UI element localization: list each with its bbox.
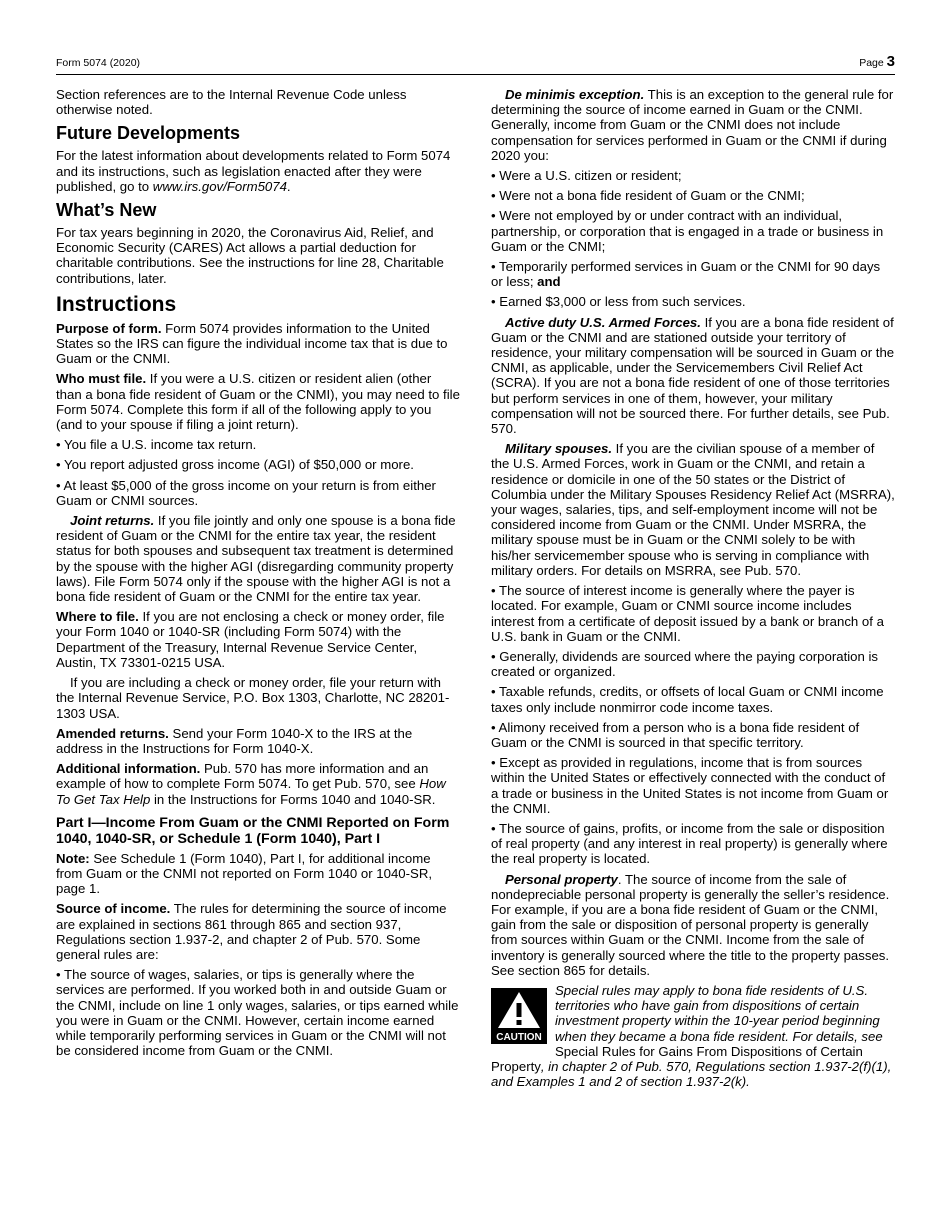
de-minimis-paragraph: De minimis exception. This is an exception to the general rule for determining the source of income earned in Guam or the CNMI. Generally, income from Guam or the CNMI does not include compensation for services performed in Guam or the CNMI if during 2020 you: [491,87,894,163]
source-rule-bullet: • Except as provided in regulations, income that is from sources within the United States or effectively connected with the conduct of a trade or business in the United States is not income from Guam or the CNMI. [491,755,889,816]
intro-paragraph: Section references are to the Internal Revenue Code unless otherwise noted. [56,87,407,118]
who-bullet: • At least $5,000 of the gross income on your return is from either Guam or CNMI sources. [56,477,436,508]
whats-new-heading: What’s New [56,200,157,221]
additional-info-paragraph: Additional information. Pub. 570 has more information and an example of how to complete Form 5074. To get Pub. 570, see How To Get Tax Help in the Instructions for Forms 1040 and 1040-SR. [56,761,446,807]
personal-property-paragraph: Personal property. The source of income from the sale of nondepreciable personal property is generally the seller’s residence. For example, if you are a bona fide resident of Guam or the CNMI, gain from the sale or disposition of personal property is generally from sources within Guam or the CNMI. Income from the sale of inventory is generally sourced where the title to the property passes. See section 865 for details. [491,871,890,978]
de-minimis-bullet: • Were a U.S. citizen or resident; [491,168,682,184]
source-rule-bullet: • Alimony received from a person who is a bona fide resident of Guam or the CNMI is sourced in that specific territory. [491,719,860,750]
right-column [491,87,895,1094]
source-of-income-paragraph: Source of income. The rules for determining the source of income are explained in sections 861 through 865 and section 937, Regulations section 1.937-2, and chapter 2 of Pub. 570. Some general rules are: [56,901,447,962]
joint-returns-paragraph: Joint returns. If you file jointly and only one spouse is a bona fide resident of Guam or the CNMI for the entire tax year, the resident status for both spouses and subsequent tax treatment is determined by the spouse with the higher AGI (disregarding community property laws). File Form 5074 only if the spouse with the higher AGI is not a bona fide resident of Guam or the CNMI for the entire tax year. [56,513,456,605]
caution-icon [491,988,547,1044]
left-column [56,87,460,1063]
page-header [56,53,895,75]
de-minimis-bullet: • Earned $3,000 or less from such services. [491,294,746,310]
whats-new-paragraph: For tax years beginning in 2020, the Coronavirus Aid, Relief, and Economic Security (CARES) Act allows a partial deduction for charitable contributions. See the instructions for line 28, Charitable contributions, later. [56,225,444,286]
de-minimis-bullet: • Were not a bona fide resident of Guam or the CNMI; [491,188,805,204]
form-title: Form 5074 (2020) [56,57,141,69]
where-to-file-paragraph: Where to file. If you are not enclosing a check or money order, file your Form 1040 or 1040-SR (including Form 5074) with the Department of the Treasury, Internal Revenue Service Center, Austin, TX 73301-0215 USA. [56,609,445,670]
irs-link[interactable]: www.irs.gov/Form5074 [152,178,287,194]
wages-bullet: • The source of wages, salaries, or tips is generally where the services are performed. If you worked both in and outside Guam or the CNMI, include on line 1 only wages, salaries, or tips earned while you were in Guam or the CNMI. However, certain income earned while temporarily performing services in Guam or the CNMI will not be considered income from Guam or the CNMI. [56,967,459,1059]
source-rule-bullet: • Generally, dividends are sourced where the paying corporation is created or organized. [491,648,879,680]
de-minimis-bullet: • Temporarily performed services in Guam or the CNMI for 90 days or less; and [491,259,881,290]
future-developments-heading: Future Developments [56,123,241,144]
future-developments-paragraph: For the latest information about developments related to Form 5074 and its instructions, such as legislation enacted after they were published, go to www.irs.gov/Form5074. [56,148,451,194]
who-bullet: • You file a U.S. income tax return. [56,437,257,453]
amended-returns-paragraph: Amended returns. Send your Form 1040-X to the IRS at the address in the Instructions for Form 1040-X. [56,725,413,756]
caution-text: Special rules may apply to bona fide residents of U.S. territories who have gain from dispositions of certain investment property within the 10-year period beginning when they became a bona fide resident. For details, see Special Rules for Gains From Dispositions of Certain Property, in chapter 2 of Pub. 570, Regulations section 1.937-2(f)(1), and Examples 1 and 2 of section 1.937-2(k). [491,982,892,1090]
active-duty-paragraph: Active duty U.S. Armed Forces. If you are a bona fide resident of Guam or the CNMI and are stationed outside your territory of residence, your military compensation will be sourced in Guam or the CNMI, as applicable, under the Servicemembers Civil Relief Act (SCRA). If you are not a bona fide resident of one of those territories but perform services in one of them, however, your military compensation will not be sourced there. For further details, see Pub. 570. [491,314,895,437]
who-must-file-paragraph: Who must file. If you were a U.S. citizen or resident alien (other than a bona fide resident of Guam or the CNMI), you may need to file Form 5074. Complete this form if all of the following apply to you (and to your spouse if filing a joint return). [56,371,460,433]
note-paragraph: Note: See Schedule 1 (Form 1040), Part I, for additional income from Guam or the CNMI not reported on Form 1040 or 1040-SR, page 1. [56,850,433,897]
source-rule-bullet: • Taxable refunds, credits, or offsets of local Guam or CNMI income taxes only include nonmirror code income taxes. [491,684,884,715]
who-bullet: • You report adjusted gross income (AGI) of $50,000 or more. [56,457,414,473]
caution-icon-label: CAUTION [496,1031,542,1043]
instructions-heading: Instructions [56,292,177,316]
page-number: Page 3 [859,53,895,70]
purpose-paragraph: Purpose of form. Form 5074 provides information to the United States so the IRS can figure the individual income tax that is due to Guam or the CNMI. [56,320,448,367]
de-minimis-bullet: • Were not employed by or under contract with an individual, partnership, or corporation that is engaged in a trade or business in Guam or the CNMI; [491,208,884,254]
where-to-file-check-paragraph: If you are including a check or money order, file your return with the Internal Revenue Service, P.O. Box 1303, Charlotte, NC 28201-1303 USA. [56,675,450,721]
military-spouses-paragraph: Military spouses. If you are the civilian spouse of a member of the U.S. Armed Forces, work in Guam or the CNMI, and retain a residence or domicile in one of the 50 states or the District of Columbia under the Military Spouses Residency Relief Act (MSRRA), your wages, salaries, tips, and self-employment income will not be considered income from Guam or the CNMI. Under MSRRA, the military spouse must be in Guam or the CNMI solely to be with his/her servicemember spouse who is serving in compliance with military orders. For details on MSRRA, see Pub. 570. [491,441,895,578]
caution-note [491,983,895,1089]
part-1-heading: Part I—Income From Guam or the CNMI Reported on Form 1040, 1040-SR, or Schedule 1 (Form 1040), Part I [56,814,450,848]
source-rule-bullet: • The source of gains, profits, or income from the sale or disposition of real property (and any interest in real property) is generally where the real property is located. [491,820,888,867]
source-rule-bullet: • The source of interest income is generally where the payer is located. For example, Guam or CNMI source income includes interest from a certificate of deposit issued by a bank or branch of a U.S. bank in Guam or the CNMI. [491,583,884,644]
